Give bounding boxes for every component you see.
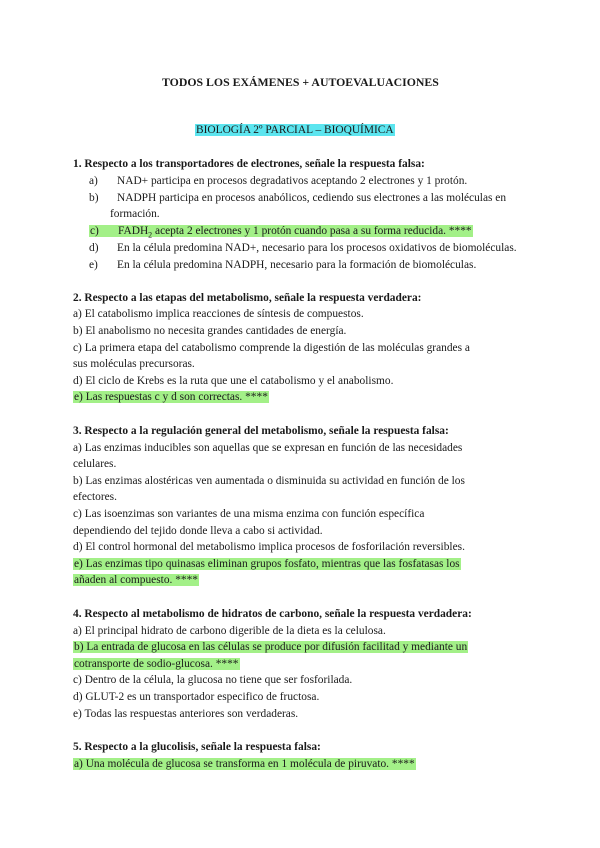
q4-option-e: e) Todas las respuestas anteriores son verdaderas. [73,708,299,720]
question-2-title: 2. Respecto a las etapas del metabolismo, señale la respuesta verdadera: [73,292,422,304]
q3-option-d: d) El control hormonal del metabolismo implica procesos de fosforilación reversibles. [73,541,465,553]
question-1-title: 1. Respecto a los transportadores de electrones, señale la respuesta falsa: [73,158,425,170]
q2-option-d: d) El ciclo de Krebs es la ruta que une el catabolismo y el anabolismo. [73,375,394,387]
question-4-title: 4. Respecto al metabolismo de hidratos de carbono, señale la respuesta verdadera: [73,608,472,620]
q1-option-d: d) En la célula predomina NAD+, necesario para los procesos oxidativos de biomoléculas. [89,242,517,254]
q3-option-c-cont: dependiendo del tejido donde lleva a cabo si actividad. [73,525,323,537]
q1-option-b-cont: formación. [110,208,160,220]
q1-option-a: a) NAD+ participa en procesos degradativos aceptando 2 electrones y 1 protón. [89,175,468,187]
q3-option-e: e) Las enzimas tipo quinasas eliminan grupos fosfato, mientras que las fosfatasas los [74,558,460,570]
document-title: TODOS LOS EXÁMENES + AUTOEVALUACIONES [162,75,439,89]
q4-option-b-cont: cotransporte de sodio-glucosa. **** [74,658,239,670]
question-5-title: 5. Respecto a la glucolisis, señale la respuesta falsa: [73,741,321,753]
q3-option-b-cont: efectores. [73,491,117,503]
q1-option-b: b) NADPH participa en procesos anabólicos, cediendo sus electrones a las moléculas en [89,192,507,204]
q4-option-b: b) La entrada de glucosa en las células se produce por difusión facilitad y mediante un [74,641,468,653]
q3-option-a-cont: celulares. [73,458,117,470]
q2-option-c: c) La primera etapa del catabolismo comprende la digestión de las moléculas grandes a [73,342,470,354]
q2-option-e: e) Las respuestas c y d son correctas. **** [74,391,268,403]
q3-option-e-cont: añaden al compuesto. **** [74,574,198,586]
q2-option-c-cont: sus moléculas precursoras. [73,358,195,370]
section-title: BIOLOGÍA 2º PARCIAL – BIOQUÍMICA [196,124,394,136]
q3-option-c: c) Las isoenzimas son variantes de una misma enzima con función específica [73,508,425,520]
q5-option-a: a) Una molécula de glucosa se transforma en 1 molécula de piruvato. **** [74,758,415,770]
q4-option-d: d) GLUT-2 es un transportador especifico de fructosa. [73,691,320,703]
q4-option-a: a) El principal hidrato de carbono digerible de la dieta es la celulosa. [73,625,386,637]
q1-option-e: e) En la célula predomina NADPH, necesario para la formación de biomoléculas. [89,259,477,271]
q1-option-c: c) $FADH_2$ acepta 2 electrones y 1 protón cuando pasa a su forma reducida. **** [90,225,472,240]
question-3-title: 3. Respecto a la regulación general del metabolismo, señale la respuesta falsa: [73,425,449,437]
q4-option-c: c) Dentro de la célula, la glucosa no tiene que ser fosforilada. [73,674,353,686]
q2-option-a: a) El catabolismo implica reacciones de síntesis de compuestos. [73,308,364,320]
q2-option-b: b) El anabolismo no necesita grandes cantidades de energía. [73,325,347,337]
q3-option-b: b) Las enzimas alostéricas ven aumentada o disminuida su actividad en función de los [73,475,465,487]
q3-option-a: a) Las enzimas inducibles son aquellas que se expresan en función de las necesidades [73,442,463,454]
